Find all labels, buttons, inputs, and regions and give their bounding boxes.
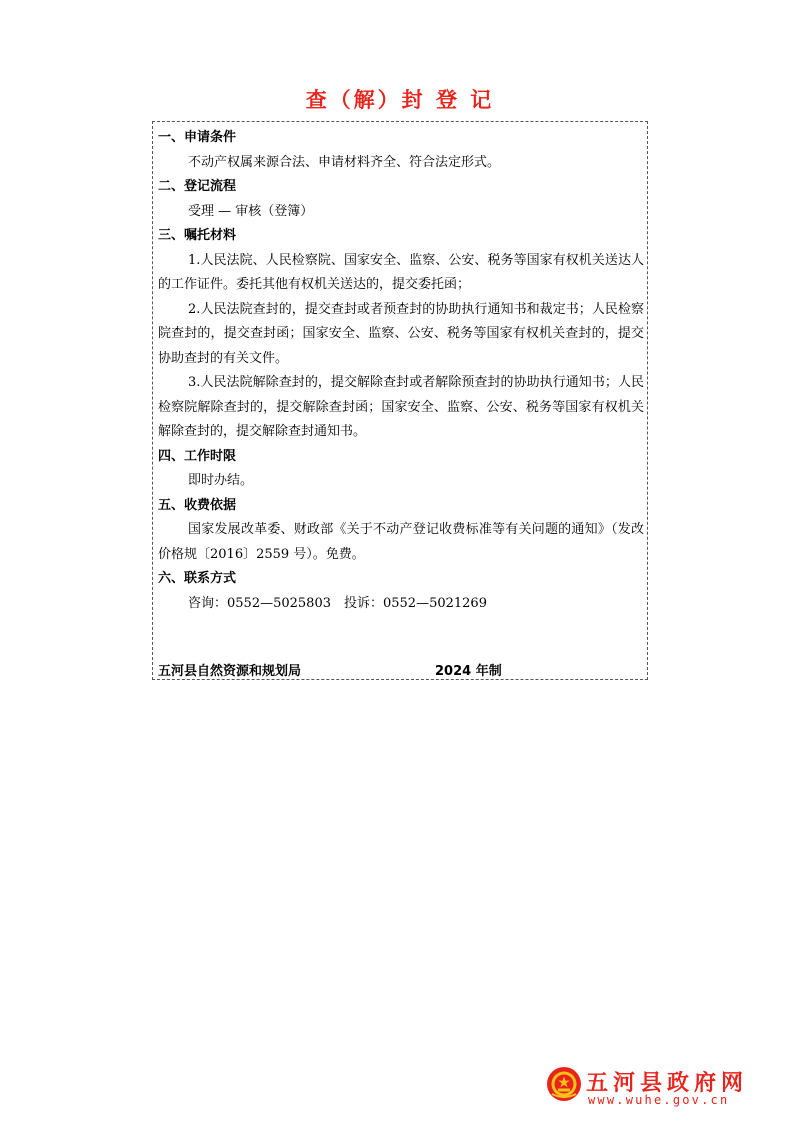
section-text: 咨询：0552—5025803 投诉：0552—5021269 xyxy=(188,595,487,611)
section-materials xyxy=(158,224,644,445)
section-heading: 五、收费依据 xyxy=(158,497,237,513)
section-text: 不动产权属来源合法、申请材料齐全、符合法定形式。 xyxy=(188,154,501,170)
page-title: 查（解）封 登 记 xyxy=(305,88,495,112)
section-text: 2.人民法院查封的，提交查封或者预查封的协助执行通知书和裁定书；人民检察院查封的，提交查封函；国家安全、监察、公安、税务等国家有权机关查封的，提交协助查封的有关文件。 xyxy=(158,301,644,366)
national-emblem-icon xyxy=(546,1066,582,1102)
section-heading: 四、工作时限 xyxy=(158,448,237,464)
section-time-limit xyxy=(158,445,644,494)
section-heading: 一、申请条件 xyxy=(158,130,237,145)
section-process xyxy=(158,175,644,224)
content-area xyxy=(158,126,644,616)
section-text: 即时办结。 xyxy=(188,473,254,488)
section-text: 3.人民法院解除查封的，提交解除查封或者解除预查封的协助执行通知书；人民检察院解除查封的，提交解除查封函；国家安全、监察、公安、税务等国家有权机关解除查封的，提交解除查封通知书。 xyxy=(158,375,644,439)
section-text: 受理 — 审核（登簿） xyxy=(188,203,314,219)
section-contact xyxy=(158,567,644,616)
section-text: 1.人民法院、人民检察院、国家安全、监察、公安、税务等国家有权机关送达人的工作证件。委托其他有权机关送达的，提交委托函； xyxy=(158,252,644,292)
section-text: 国家发展改革委、财政部《关于不动产登记收费标准等有关问题的通知》（发改价格规〔2016〕2559 号）。免费。 xyxy=(158,522,644,562)
footer-year: 2024 年制 xyxy=(435,664,502,679)
watermark-site-name: 五河县政府网 xyxy=(586,1071,749,1096)
section-fees xyxy=(158,494,644,568)
section-conditions xyxy=(158,126,644,175)
section-heading: 二、登记流程 xyxy=(158,179,237,194)
watermark-site-url: www.wuhe.gov.cn xyxy=(588,1093,730,1107)
section-heading: 六、联系方式 xyxy=(158,571,237,586)
footer-department: 五河县自然资源和规划局 xyxy=(158,664,302,679)
section-heading: 三、嘱托材料 xyxy=(158,228,237,243)
